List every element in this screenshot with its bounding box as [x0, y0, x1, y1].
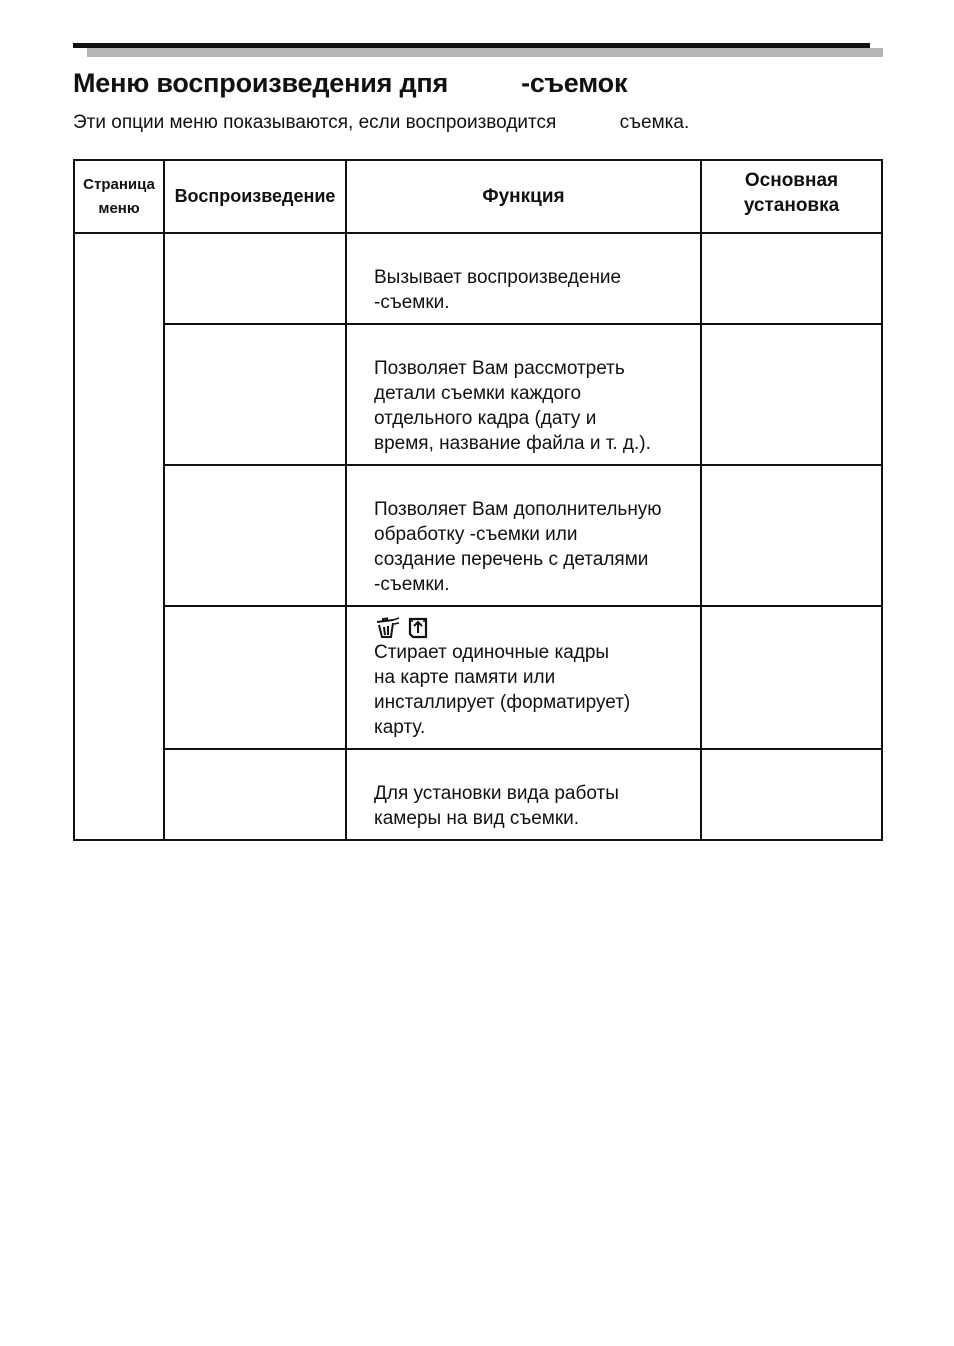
function-cell: [346, 233, 701, 324]
table-header-row: [74, 160, 882, 233]
function-text: Стирает одиночные кадры на карте памяти или инсталлирует (форматирует) карту.: [374, 642, 631, 738]
page-subtitle: Эти опции меню показываются, если воспроизводится съемка.: [73, 112, 690, 133]
function-cell: [346, 606, 701, 749]
header-playback: Воспроизведение: [164, 160, 346, 233]
trash-icon: [374, 617, 400, 639]
table-row: [74, 606, 882, 749]
function-text: Для установки вида работы камеры на вид съемки.: [374, 783, 619, 829]
header-rule-shadow: [87, 48, 883, 57]
header-function: Функция: [346, 160, 701, 233]
page-title: Меню воспроизведения дпя -съемок: [73, 68, 628, 98]
playback-menu-table: [73, 159, 883, 841]
playback-cell: [164, 324, 346, 465]
table-row: [74, 465, 882, 606]
header-menu-page: Страница меню: [74, 160, 164, 233]
playback-cell: [164, 606, 346, 749]
table-row: [74, 749, 882, 840]
default-cell: [701, 233, 882, 324]
function-icons: [374, 615, 692, 640]
function-text: Вызывает воспроизведение -съемки.: [374, 267, 622, 313]
default-cell: [701, 749, 882, 840]
function-cell: [346, 465, 701, 606]
memory-card-icon: [408, 617, 428, 639]
table-row: [74, 324, 882, 465]
function-cell: [346, 749, 701, 840]
header-rule: [73, 43, 870, 48]
table-row: [74, 233, 882, 324]
header-default-setting: Основная установка: [701, 160, 882, 233]
default-cell: [701, 465, 882, 606]
function-text: Позволяет Вам рассмотреть детали съемки каждого отдельного кадра (дату и время, название файла и т. д.).: [374, 358, 651, 454]
playback-cell: [164, 465, 346, 606]
default-cell: [701, 324, 882, 465]
function-cell: [346, 324, 701, 465]
function-text: Позволяет Вам дополнительную обработку -съемки или создание перечень с деталями -съемки.: [374, 499, 662, 595]
playback-cell: [164, 233, 346, 324]
menu-page-cell: [74, 233, 164, 840]
playback-cell: [164, 749, 346, 840]
default-cell: [701, 606, 882, 749]
